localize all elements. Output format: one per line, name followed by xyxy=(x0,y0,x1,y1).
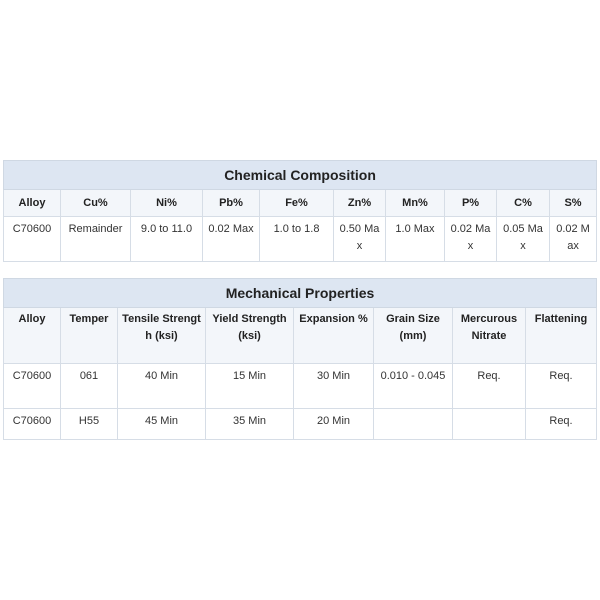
table-cell: 1.0 Max xyxy=(386,217,445,262)
table-cell: 9.0 to 11.0 xyxy=(131,217,203,262)
table-cell: Req. xyxy=(453,364,526,409)
column-header: Zn% xyxy=(334,190,386,217)
table-cell: C70600 xyxy=(4,364,61,409)
table-cell xyxy=(374,409,453,440)
column-header: Cu% xyxy=(61,190,131,217)
column-header: C% xyxy=(497,190,550,217)
chemical-composition-title: Chemical Composition xyxy=(4,161,597,190)
column-header: Grain Size (mm) xyxy=(374,308,453,364)
table-cell: 0.05 Max xyxy=(497,217,550,262)
table-cell: 0.010 - 0.045 xyxy=(374,364,453,409)
table-cell: 0.02 Max xyxy=(550,217,597,262)
column-header: Expansion % xyxy=(294,308,374,364)
column-header: Tensile Strength (ksi) xyxy=(118,308,206,364)
table-header-row xyxy=(4,190,597,217)
column-header: Flattening xyxy=(526,308,597,364)
table-cell: 20 Min xyxy=(294,409,374,440)
table-cell: 45 Min xyxy=(118,409,206,440)
table-cell: 0.02 Max xyxy=(445,217,497,262)
table-row xyxy=(4,364,597,409)
table-cell: 0.02 Max xyxy=(203,217,260,262)
mechanical-properties-table xyxy=(3,278,597,440)
chemical-composition-table xyxy=(3,160,597,262)
table-row xyxy=(4,409,597,440)
table-cell: H55 xyxy=(61,409,118,440)
table-cell: 35 Min xyxy=(206,409,294,440)
column-header: Pb% xyxy=(203,190,260,217)
table-cell: 061 xyxy=(61,364,118,409)
column-header: P% xyxy=(445,190,497,217)
table-cell xyxy=(453,409,526,440)
column-header: Mercurous Nitrate xyxy=(453,308,526,364)
table-cell: 15 Min xyxy=(206,364,294,409)
table-cell xyxy=(4,409,61,440)
column-header: Yield Strength (ksi) xyxy=(206,308,294,364)
column-header: Alloy xyxy=(4,308,61,364)
column-header: Mn% xyxy=(386,190,445,217)
column-header: S% xyxy=(550,190,597,217)
column-header: Temper xyxy=(61,308,118,364)
table-cell: 40 Min xyxy=(118,364,206,409)
table-cell: 1.0 to 1.8 xyxy=(260,217,334,262)
column-header: Alloy xyxy=(4,190,61,217)
table-cell-text: C70600 xyxy=(12,415,52,427)
column-header: Fe% xyxy=(260,190,334,217)
table-row xyxy=(4,217,597,262)
table-cell: Req. xyxy=(526,409,597,440)
mechanical-properties-title: Mechanical Properties xyxy=(4,279,597,308)
table-cell: Req. xyxy=(526,364,597,409)
column-header: Ni% xyxy=(131,190,203,217)
table-header-row xyxy=(4,308,597,364)
table-cell: 0.50 Max xyxy=(334,217,386,262)
table-cell: C70600 xyxy=(4,217,61,262)
table-cell: 30 Min xyxy=(294,364,374,409)
table-cell: Remainder xyxy=(61,217,131,262)
